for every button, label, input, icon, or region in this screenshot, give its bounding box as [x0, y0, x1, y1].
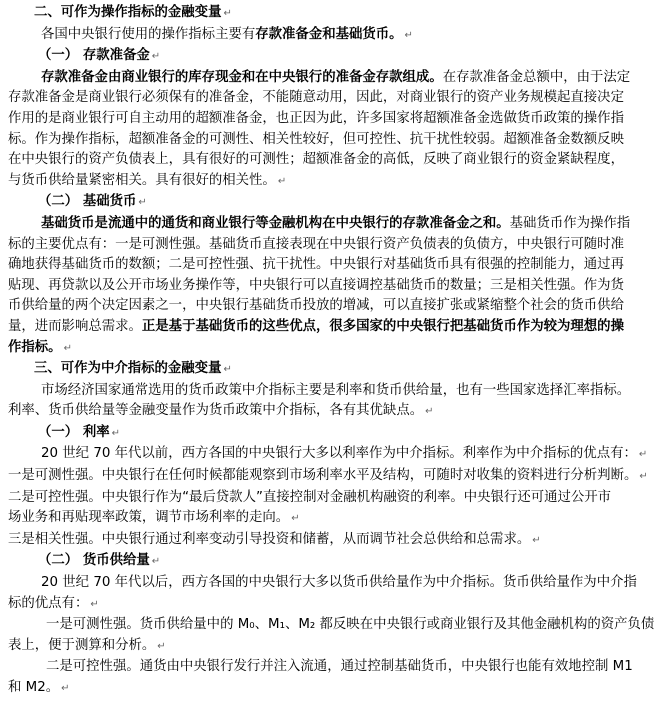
interest-line: 场业务和再贴现率政策，调节市场利率的走向。 ↵: [8, 510, 300, 526]
paragraph-mark-icon: ↵: [151, 556, 161, 568]
base-money-line: 确地获得基础货币的数额；二是可控性强、抗干扰性。中央银行对基础货币具有很强的控制能力，通过再: [8, 257, 624, 273]
paragraph-mark-icon: ↵: [639, 471, 648, 483]
paragraph-mark-icon: ↵: [223, 364, 232, 376]
interest-line: 三是相关性强。中央银行通过利率变动引导投资和储蓄，从而调节社会总供给和总需求。 ↵: [8, 531, 541, 547]
section-3-intro: 利率、货币供给量等金融变量作为货币政策中介指标，各有其优缺点。 ↵: [8, 403, 434, 419]
paragraph-mark-icon: ↵: [532, 534, 541, 546]
reserve-line: 与货币供给量紧密相关。具有很好的相关性。 ↵: [8, 172, 287, 188]
paragraph-mark-icon: ↵: [223, 8, 232, 19]
subsection-base-money-title: （二） 基础货币 ↵: [38, 194, 147, 210]
subsection-money-supply-title: （二） 货币供给量 ↵: [38, 553, 161, 569]
section-2-title: 二、可作为操作指标的金融变量 ↵: [34, 5, 232, 20]
money-supply-line: 和 M2。 ↵: [8, 680, 70, 695]
base-money-line: 标的主要优点有：一是可测性强。基础货币直接表现在中央银行资产负债表的负债方，中央银行可随时准: [8, 236, 624, 252]
reserve-line: 作用的是商业银行可自主动用的超额准备金，也正因为此，许多国家将超额准备金选做货币政策的操作指: [8, 110, 624, 126]
reserve-line: 存款准备金由商业银行的库存现金和在中央银行的准备金存款组成。在存款准备金总额中，由于法定: [41, 69, 631, 85]
paragraph-mark-icon: ↵: [63, 342, 72, 354]
base-money-line: 量，进而影响总需求。正是基于基础货币的这些优点，很多国家的中央银行把基础货币作为较为理想的操: [8, 318, 624, 334]
base-money-line: 作指标。 ↵: [8, 339, 72, 355]
interest-line: 一是可测性强。中央银行在任何时候都能观察到市场利率水平及结构，可随时对收集的资料进行分析判断。 ↵: [8, 468, 648, 484]
reserve-line: 标。作为操作指标，超额准备金的可测性、相关性较好，但可控性、抗干扰性较弱。超额准备金数额反映: [8, 131, 624, 147]
paragraph-mark-icon: ↵: [90, 598, 99, 610]
paragraph-mark-icon: ↵: [291, 513, 300, 525]
money-supply-line: 一是可测性强。货币供给量中的 M₀、M₁、M₂ 都反映在中央银行或商业银行及其他金融机构的资产负债: [46, 617, 654, 633]
reserve-line: 在中央银行的资产负债表上，具有很好的可测性；超额准备金的高低，反映了商业银行的资金紧缺程度，: [8, 152, 624, 168]
paragraph-mark-icon: ↵: [138, 197, 147, 209]
base-money-line: 贴现、再贷款以及公开市场业务操作等，中央银行可以直接调控基础货币的数量；三是相关性强。作为货: [8, 277, 624, 293]
paragraph-mark-icon: ↵: [425, 406, 434, 418]
interest-line: 二是可控性强。中央银行作为“最后贷款人”直接控制对金融机构融资的利率。中央银行还可通过公开市: [8, 489, 612, 505]
paragraph-mark-icon: ↵: [638, 449, 648, 461]
paragraph-mark-icon: ↵: [151, 51, 161, 63]
interest-line: 20 世纪 70 年代以前，西方各国的中央银行大多以利率作为中介指标。利率作为中介指标的优点有： ↵: [41, 446, 648, 462]
paragraph-mark-icon: ↵: [61, 683, 70, 694]
section-3-intro: 市场经济国家通常选用的货币政策中介指标主要是利率和货币供给量，也有一些国家选择汇率指标。: [41, 382, 631, 398]
paragraph-mark-icon: ↵: [157, 640, 166, 652]
subsection-interest-title: （一） 利率 ↵: [38, 424, 121, 440]
money-supply-line: 20 世纪 70 年代以后，西方各国的中央银行大多以货币供给量作为中介指标。货币供给量作为中介指: [41, 575, 637, 591]
base-money-line: 基础货币是流通中的通货和商业银行等金融机构在中央银行的存款准备金之和。基础货币作为操作指: [41, 215, 631, 231]
paragraph-mark-icon: ↵: [111, 427, 121, 439]
reserve-line: 存款准备金是商业银行必须保有的准备金，不能随意动用，因此，对商业银行的资产业务规模起直接决定: [8, 90, 624, 106]
base-money-line: 币供给量的两个决定因素之一，中央银行基础货币投放的增减，可以直接扩张或紧缩整个社会的货币供给: [8, 298, 624, 314]
subsection-reserve-title: （一） 存款准备金 ↵: [38, 48, 161, 64]
money-supply-line: 二是可控性强。通货由中央银行发行并注入流通，通过控制基础货币，中央银行也能有效地控制 M1: [46, 659, 633, 675]
money-supply-line: 标的优点有： ↵: [8, 595, 99, 611]
paragraph-mark-icon: ↵: [277, 175, 287, 187]
section-3-title: 三、可作为中介指标的金融变量 ↵: [34, 361, 232, 377]
section-2-intro: 各国中央银行使用的操作指标主要有存款准备金和基础货币。 ↵: [41, 26, 413, 42]
paragraph-mark-icon: ↵: [404, 29, 413, 41]
money-supply-line: 表上，便于测算和分析。 ↵: [8, 637, 166, 653]
